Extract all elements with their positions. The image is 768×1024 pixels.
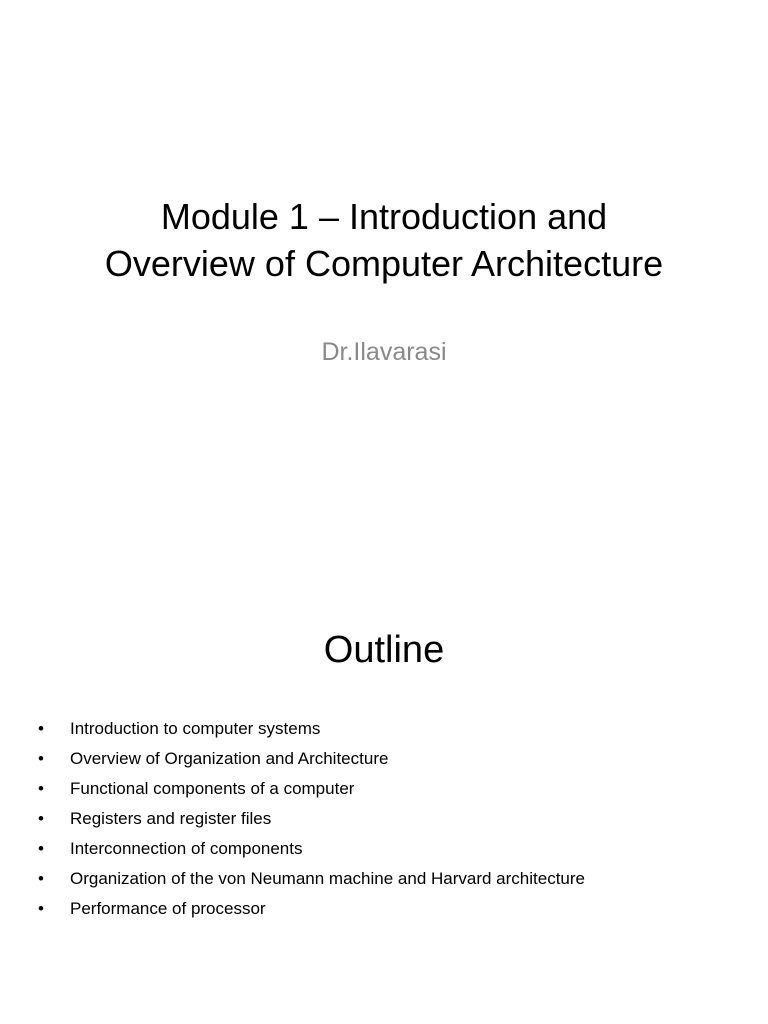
list-item-text: Performance of processor [70,899,266,918]
slide-title [40,193,728,287]
list-item [38,714,738,744]
outline-slide [0,576,768,1024]
list-item-text: Interconnection of components [70,839,303,858]
slide-subtitle-author: Dr.Ilavarasi [321,338,447,366]
bullet-icon: • [38,719,44,738]
list-item [38,834,738,864]
list-item-text: Organization of the von Neumann machine and Harvard architecture [70,869,586,888]
slide-title-line: Module 1 – Introduction and [160,196,608,237]
list-item [38,744,738,774]
bullet-icon: • [38,809,44,828]
bullet-icon: • [38,779,44,798]
outline-title: Outline [323,629,445,671]
list-item [38,774,738,804]
list-item [38,864,738,894]
list-item-text: Overview of Organization and Architecture [70,749,389,768]
bullet-icon: • [38,899,44,918]
bullet-icon: • [38,749,44,768]
list-item-text: Functional components of a computer [70,779,355,798]
list-item-text: Introduction to computer systems [70,719,321,738]
bullet-icon: • [38,839,44,858]
slide-title-line: Overview of Computer Architecture [104,243,664,284]
bullet-icon: • [38,869,44,888]
list-item-text: Registers and register files [70,809,272,828]
outline-bullet-list [38,714,738,924]
list-item [38,894,738,924]
list-item [38,804,738,834]
